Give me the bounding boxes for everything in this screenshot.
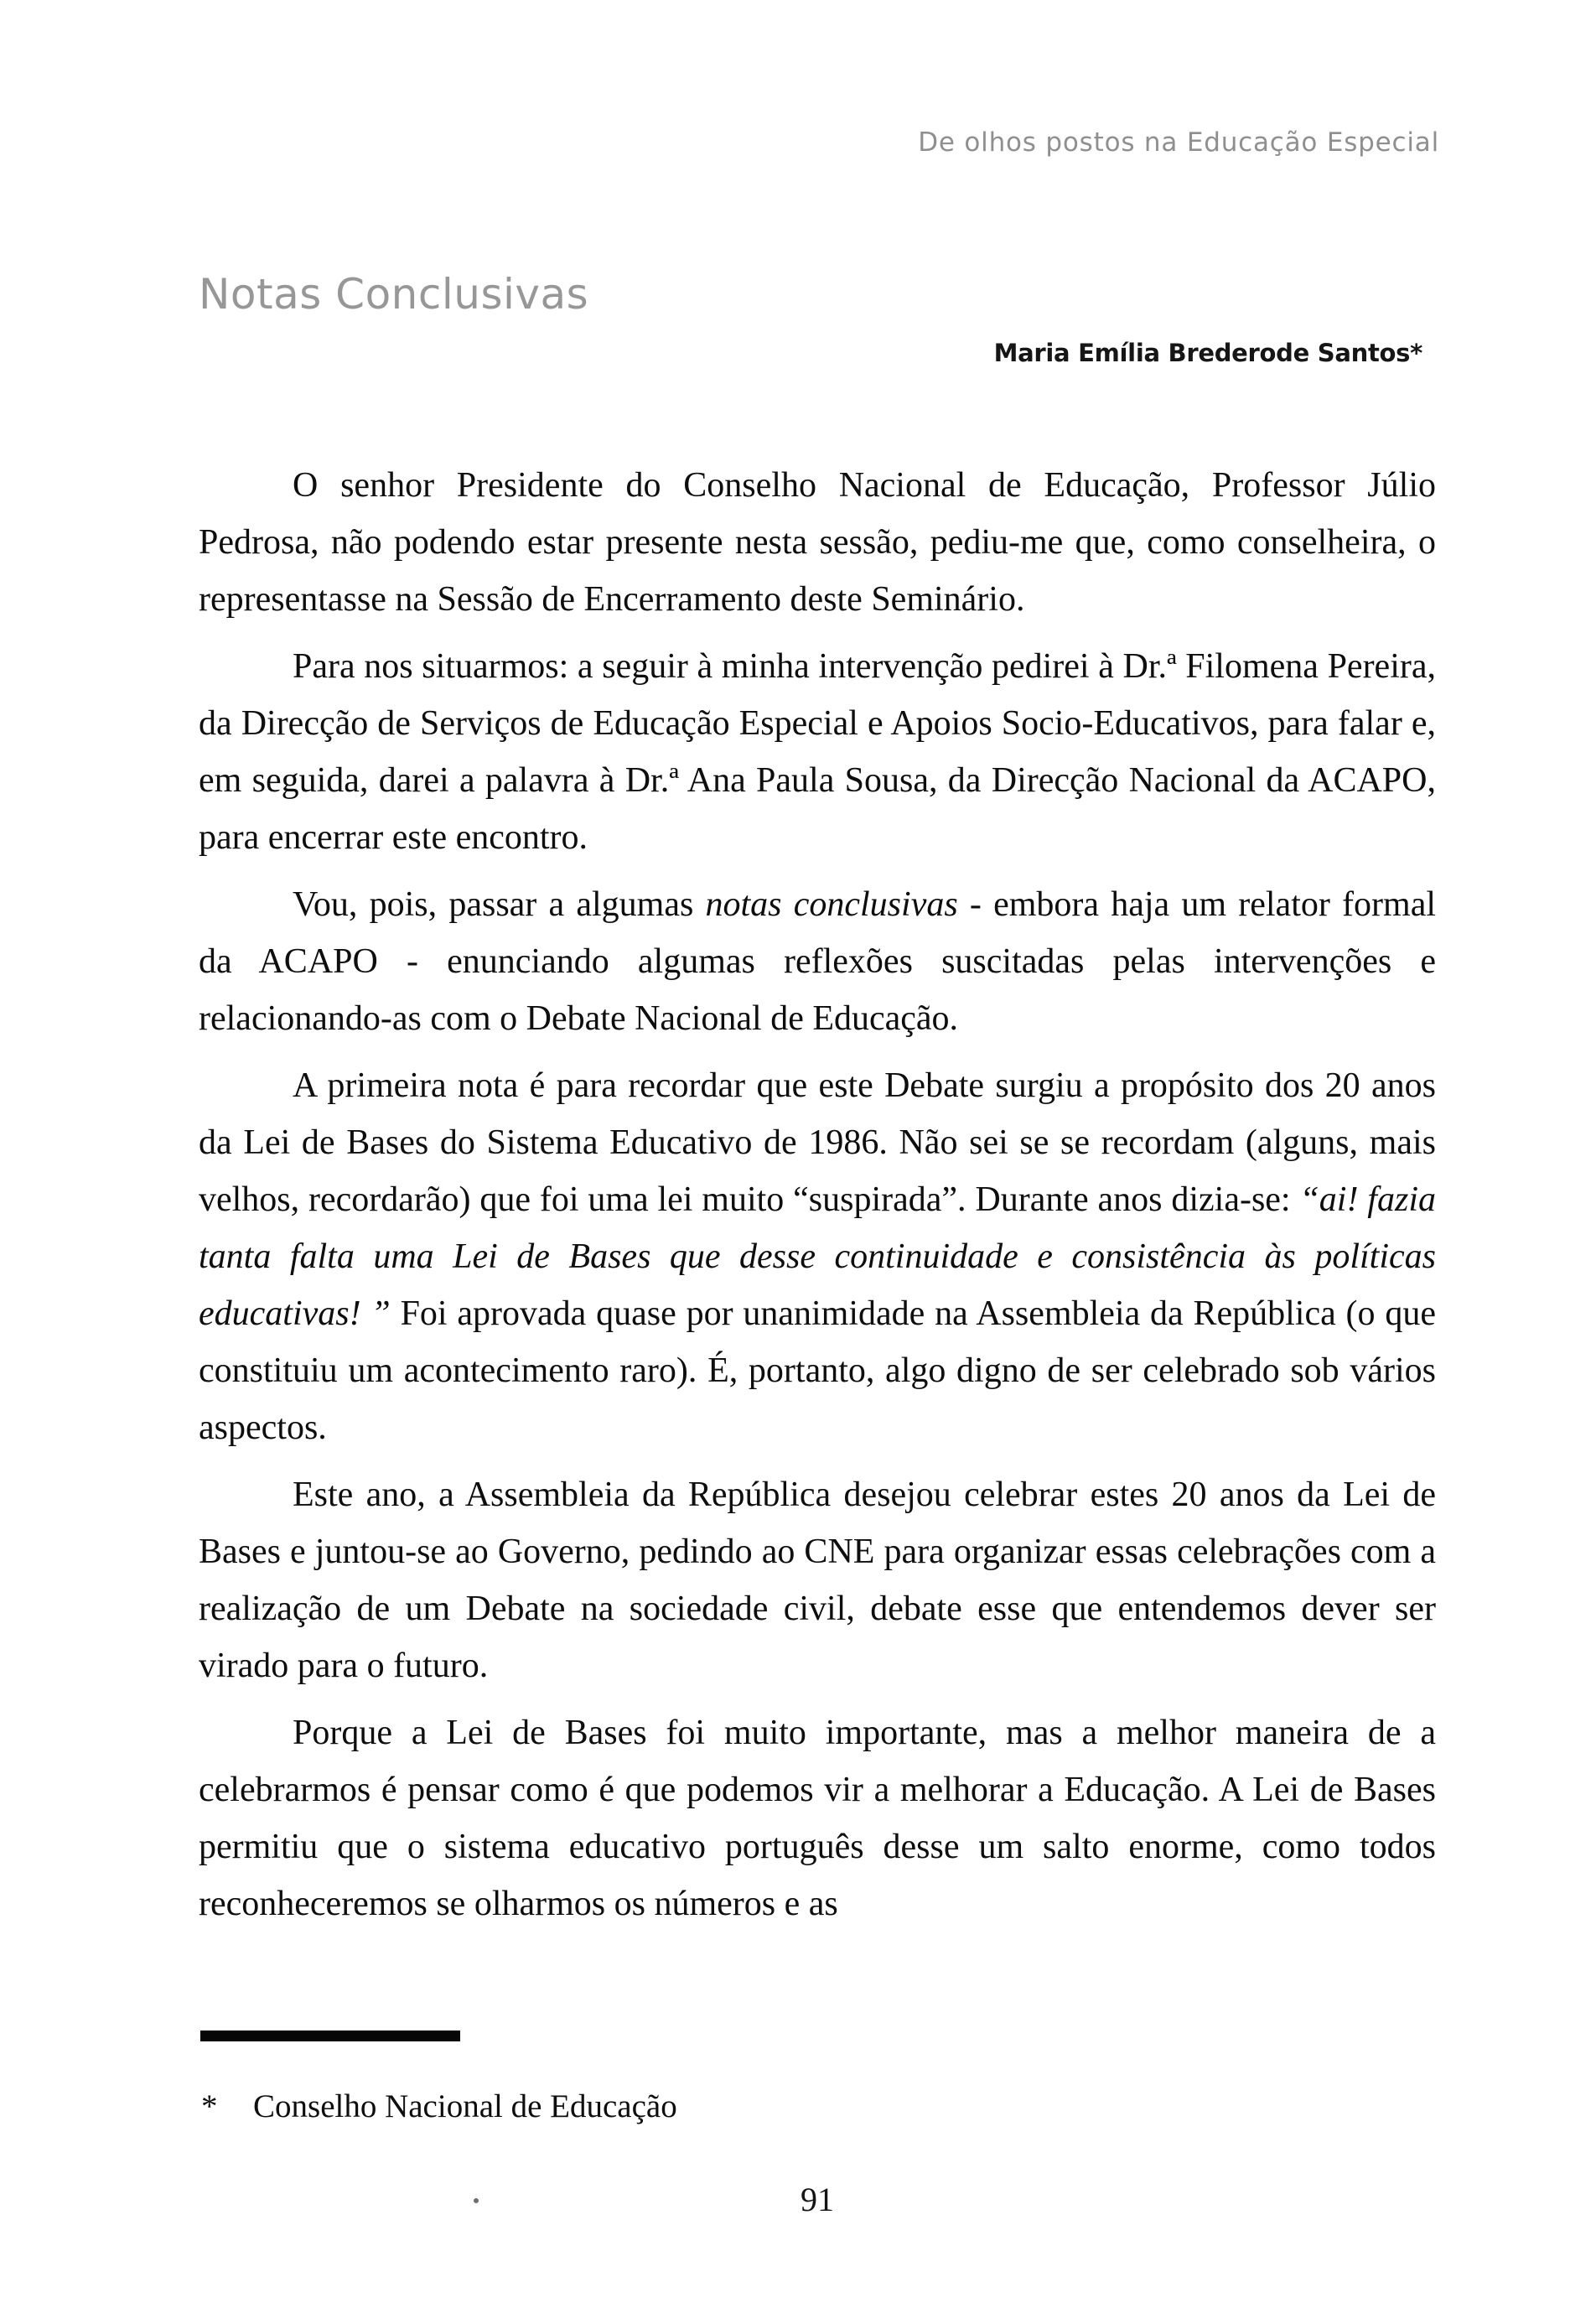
italic-run: notas conclusivas	[705, 885, 958, 924]
page-number: 91	[801, 2181, 834, 2218]
text-run: Porque a Lei de Bases foi muito importante, mas a melhor maneira de a celebrarmos é pensar como é que podemos vir a melhorar a Educação. A Lei de Bases permitiu que o sistema educativo português desse um salto enorme, como todos reconheceremos se olharmos os números e as	[199, 1714, 1436, 1923]
text-run: Vou, pois, passar a algumas	[293, 885, 706, 924]
text-run: Foi aprovada quase por unanimidade na Assembleia da República (o que constituiu um acontecimento raro). É, portanto, algo digno de ser celebrado sob vários aspectos.	[199, 1294, 1436, 1447]
text-run: A primeira nota é para recordar que este Debate surgiu a propósito dos 20 anos da Lei de Bases do Sistema Educativo de 1986. Não sei se se recordam (alguns, mais velhos, recordarão) que foi uma lei muito “suspirada”. Durante anos dizia-se:	[199, 1066, 1436, 1219]
body-paragraph	[199, 1057, 1436, 1456]
footnote-text: Conselho Nacional de Educação	[253, 2088, 677, 2124]
body-paragraph	[199, 876, 1436, 1047]
body-paragraph	[199, 1704, 1436, 1932]
body-paragraph	[199, 457, 1436, 628]
footnote	[201, 2086, 1375, 2128]
text-run: Para nos situarmos: a seguir à minha intervenção pedirei à Dr.ª Filomena Pereira, da Direcção de Serviços de Educação Especial e Apoios Socio-Educativos, para falar e, em seguida, darei a palavra à Dr.ª Ana Paula Sousa, da Direcção Nacional da ACAPO, para encerrar este encontro.	[199, 647, 1436, 857]
body-paragraph	[199, 1466, 1436, 1694]
text-run: - embora haja um relator formal da ACAPO - enunciando algumas reflexões suscitadas pelas intervenções e relacionando-as com o Debate Nacional de Educação.	[199, 885, 1436, 1038]
text-run: Este ano, a Assembleia da República desejou celebrar estes 20 anos da Lei de Bases e juntou-se ao Governo, pedindo ao CNE para organizar essas celebrações com a realização de um Debate na sociedade civil, debate esse que entendemos dever ser virado para o futuro.	[199, 1476, 1436, 1685]
page-title: Notas Conclusivas	[199, 270, 589, 319]
running-header: De olhos postos na Educação Especial	[918, 127, 1439, 158]
body-paragraph	[199, 638, 1436, 866]
body-text	[199, 457, 1436, 1942]
text-run: O senhor Presidente do Conselho Nacional de Educação, Professor Júlio Pedrosa, não podendo estar presente nesta sessão, pediu-me que, como conselheira, o representasse na Sessão de Encerramento deste Seminário.	[199, 466, 1436, 619]
footnote-marker: *	[201, 2088, 218, 2124]
footnote-divider	[200, 2031, 460, 2041]
italic-run: “ai! fazia tanta falta uma Lei de Bases que desse continuidade e consistência às políticas educativas! ”	[199, 1180, 1436, 1333]
author-byline: Maria Emília Brederode Santos*	[993, 339, 1422, 367]
